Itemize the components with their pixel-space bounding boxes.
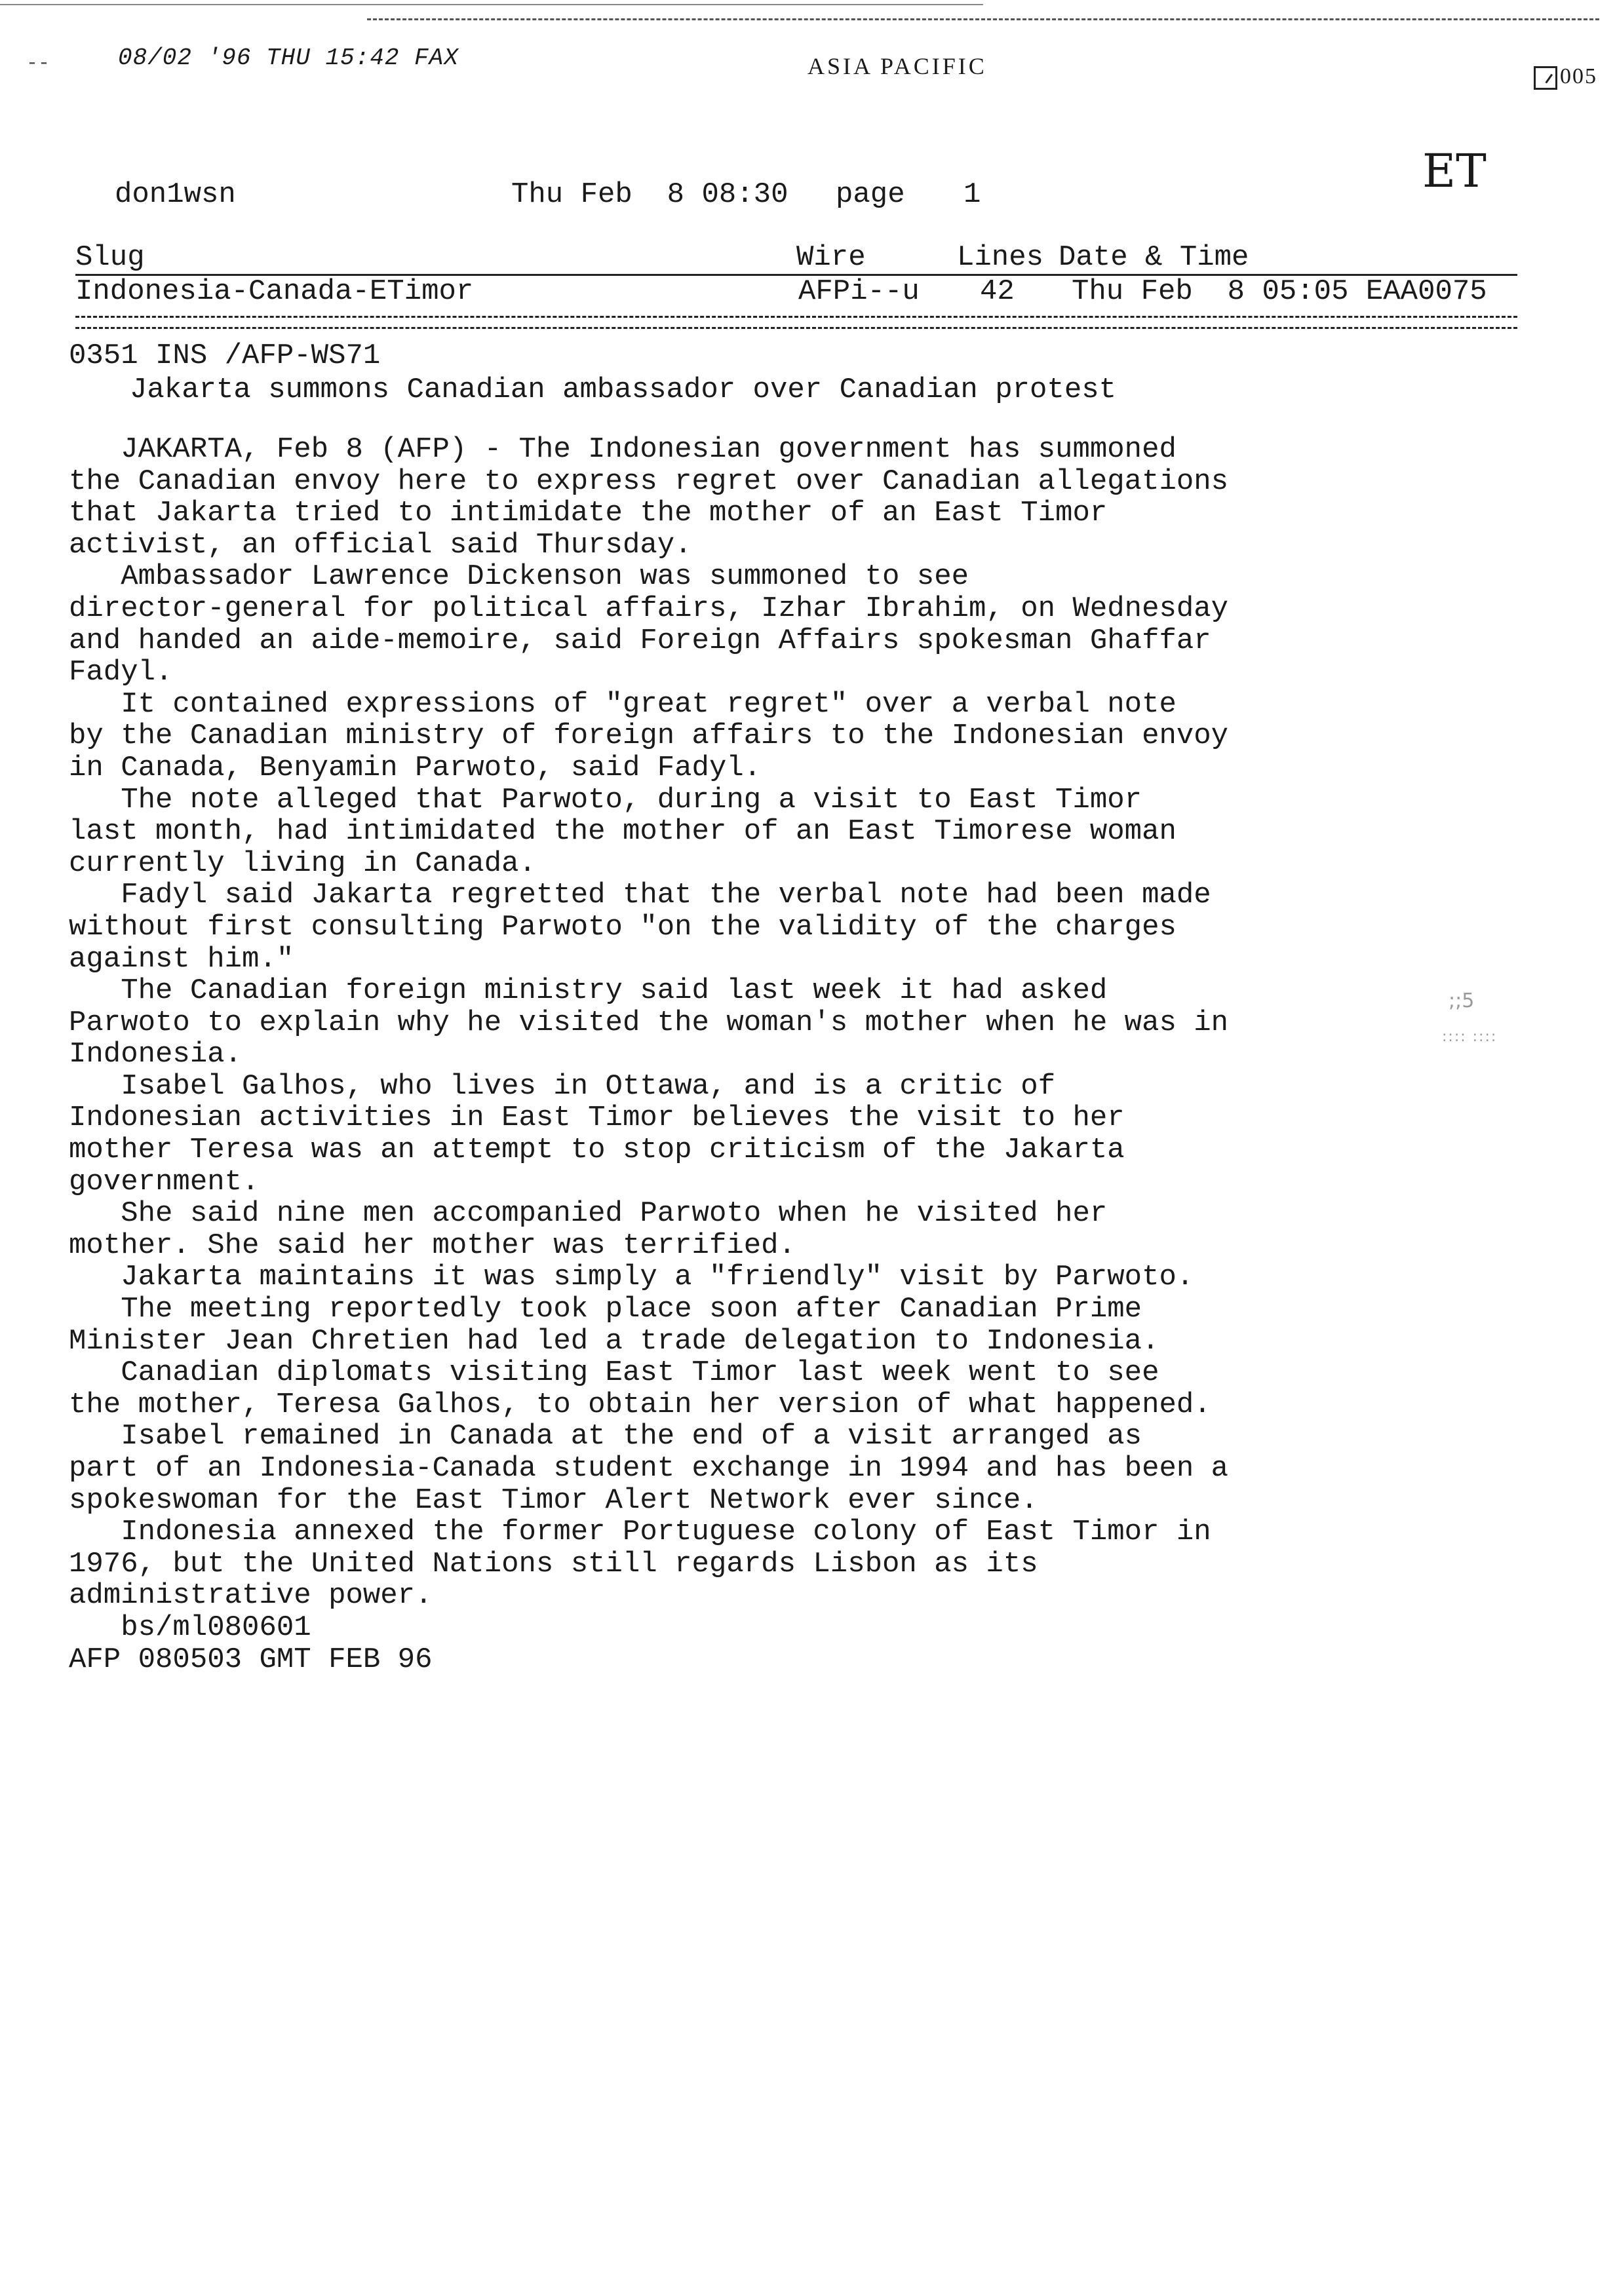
scan-artifact: ;;5 [1449, 989, 1475, 1012]
queue-page-label: page [836, 178, 905, 211]
scan-top-edge [0, 4, 983, 5]
double-rule [75, 316, 1517, 329]
fax-stamp: 08/02 '96 THU 15:42 FAX [118, 45, 459, 71]
dispatch-id: 0351 INS /AFP-WS71 [69, 339, 381, 372]
lines-column-label: Lines [957, 241, 1059, 276]
scan-mark: -- [26, 52, 50, 75]
datetime-column-label: Date & Time [1059, 241, 1517, 276]
article-body: JAKARTA, Feb 8 (AFP) - The Indonesian government has summoned the Canadian envoy here to express regret over Canadian allegations that Jakarta tried to intimidate the mother of an East Timor activist, an official said Thursday. Ambassador Lawrence Dickenson was summoned to see director-general for political affairs, Izhar Ibrahim, on Wednesday and handed an aide-memoire, said Foreign Affairs spokesman Ghaffar Fadyl. It contained expressions of "great regret" over a verbal note by the Canadian ministry of foreign affairs to the Indonesian envoy in Canada, Benyamin Parwoto, said Fadyl. The note alleged that Parwoto, during a visit to East Timor last month, had intimidated the mother of an East Timorese woman currently living in Canada. Fadyl said Jakarta regretted that the verbal note had been made without first consulting Parwoto "on the validity of the charges against him." The Canadian foreign ministry said last week it had asked Parwoto to explain why he visited the woman's mother when he was in Indonesia. Isabel Galhos, who lives in Ottawa, and is a critic of Indonesian activities in East Timor believes the visit to her mother Teresa was an attempt to stop criticism of the Jakarta government. She said nine men accompanied Parwoto when he visited her mother. She said her mother was terrified. Jakarta maintains it was simply a "friendly" visit by Parwoto. The meeting reportedly took place soon after Canadian Prime Minister Jean Chretien had led a trade delegation to Indonesia. Canadian diplomats visiting East Timor last week went to see the mother, Teresa Galhos, to obtain her version of what happened. Isabel remained in Canada at the end of a visit arranged as part of an Indonesia-Canada student exchange in 1994 and has been a spokeswoman for the East Timor Alert Network ever since. Indonesia annexed the former Portuguese colony of East Timor in 1976, but the United Nations still regards Lisbon as its administrative power. bs/ml080601 AFP 080503 GMT FEB 96 [69, 433, 1229, 1676]
story-lines: 42 [980, 275, 1015, 308]
handwritten-note: ET [1422, 144, 1487, 198]
scan-artifact: :::: :::: [1442, 1029, 1498, 1045]
column-header-row [75, 241, 1517, 276]
office-name: ASIA PACIFIC [808, 53, 987, 79]
queue-datetime: Thu Feb 8 08:30 [511, 178, 788, 211]
queue-page-value: 1 [963, 178, 981, 211]
fax-page-number [1534, 64, 1597, 90]
slug-column-label: Slug [75, 241, 796, 276]
fax-page-icon [1534, 66, 1557, 90]
wire-column-label: Wire [796, 241, 957, 276]
fax-dash-rule [367, 18, 1599, 20]
story-wire: AFPi--u [798, 275, 920, 308]
story-slug: Indonesia-Canada-ETimor [75, 275, 474, 308]
article-headline: Jakarta summons Canadian ambassador over Canadian protest [130, 373, 1117, 406]
story-datetime: Thu Feb 8 05:05 EAA0075 [1072, 275, 1487, 308]
fax-page-value: 005 [1560, 64, 1597, 88]
queue-user: don1wsn [115, 178, 236, 211]
